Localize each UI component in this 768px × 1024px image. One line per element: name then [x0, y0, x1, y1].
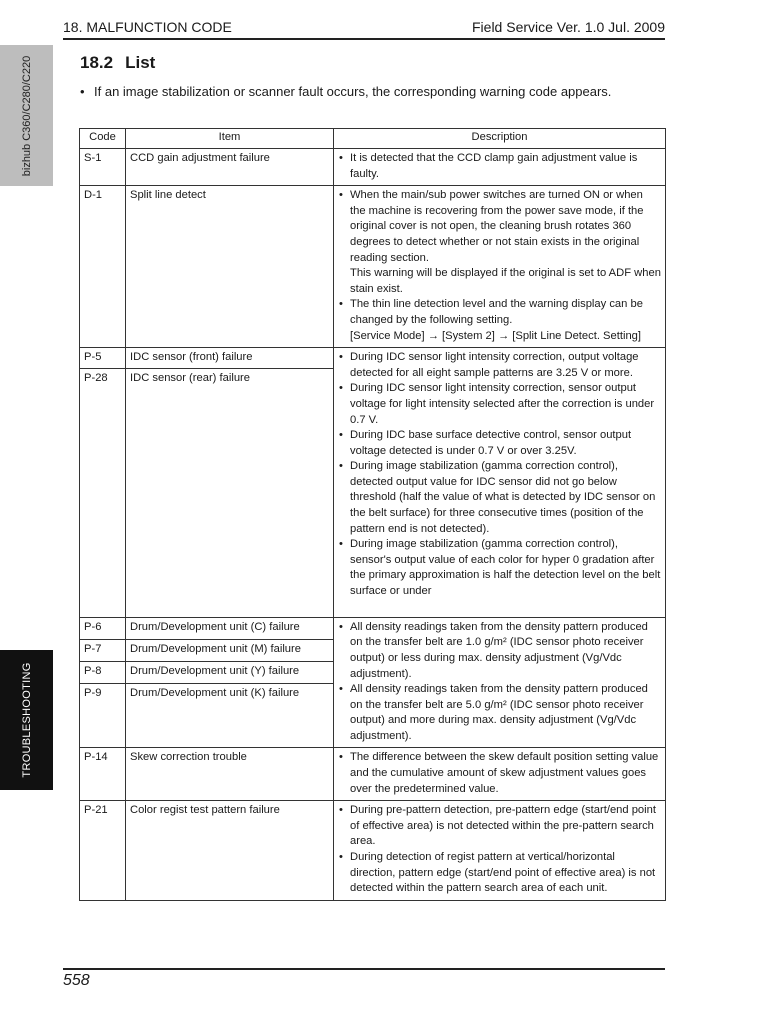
- description-cell: [334, 149, 666, 186]
- code-cell: D-1: [80, 186, 126, 348]
- code-cell: P-28: [80, 368, 126, 617]
- description-bullet: • During IDC sensor light intensity correction, sensor output voltage for light intensity selected after the correction is under 0.7 V.: [338, 381, 661, 428]
- description-bullet: • During pre-pattern detection, pre-pattern edge (start/end point of effective area) is not detected within the pre-pattern search area.: [338, 803, 661, 850]
- table-header-row: [80, 129, 666, 149]
- code-cell: P-21: [80, 801, 126, 901]
- description-cell: [334, 617, 666, 748]
- description-bullet: • The difference between the skew default position setting value and the cumulative amount of skew adjustment values goes over the predetermined value.: [338, 750, 661, 797]
- description-bullet: • During image stabilization (gamma correction control), detected output value for IDC sensor did not go below threshold (half the value of what is detected by IDC sensor on the belt surface) for three consecutive times (position of the pattern end is not detected).: [338, 459, 661, 537]
- section-heading: [80, 53, 155, 73]
- description-text: The thin line detection level and the warning display can be changed by the following setting.: [350, 298, 643, 326]
- code-cell: P-7: [80, 639, 126, 661]
- footer-divider: [63, 968, 665, 970]
- description-cell: [334, 348, 666, 618]
- section-side-tab: [0, 650, 53, 790]
- page-header: [63, 18, 665, 40]
- intro-text: If an image stabilization or scanner fault occurs, the corresponding warning code appears.: [94, 84, 612, 99]
- description-bullet: • It is detected that the CCD clamp gain adjustment value is faulty.: [338, 151, 661, 182]
- model-side-tab: [0, 45, 53, 186]
- code-cell: P-8: [80, 662, 126, 684]
- header-description: Description: [334, 129, 666, 149]
- item-cell: Drum/Development unit (M) failure: [126, 639, 334, 661]
- section-title-text: List: [125, 53, 156, 72]
- item-cell: CCD gain adjustment failure: [126, 149, 334, 186]
- code-cell: P-9: [80, 684, 126, 748]
- description-cell: [334, 748, 666, 801]
- code-cell: P-14: [80, 748, 126, 801]
- table-row: [80, 748, 666, 801]
- item-cell: Skew correction trouble: [126, 748, 334, 801]
- code-cell: P-5: [80, 348, 126, 369]
- description-bullet: • All density readings taken from the density pattern produced on the transfer belt are 5.0 g/m² (IDC sensor photo receiver output) and more during max. density adjustment (Vg/Vdc adjustment).: [338, 682, 661, 744]
- warning-code-table: [79, 128, 666, 901]
- description-bullet: • During IDC base surface detective control, sensor output voltage detected is under 0.7 V or over 3.25V.: [338, 428, 661, 459]
- code-cell: P-6: [80, 617, 126, 639]
- item-cell: IDC sensor (rear) failure: [126, 368, 334, 617]
- code-cell: S-1: [80, 149, 126, 186]
- item-cell: Drum/Development unit (C) failure: [126, 617, 334, 639]
- header-code: Code: [80, 129, 126, 149]
- table-row: [80, 348, 666, 369]
- item-cell: Drum/Development unit (Y) failure: [126, 662, 334, 684]
- model-label: bizhub C360/C280/C220: [20, 55, 33, 176]
- table-row: [80, 149, 666, 186]
- table-row: [80, 186, 666, 348]
- description-bullet: • All density readings taken from the density pattern produced on the transfer belt are 1.0 g/m² (IDC sensor photo receiver output) or less during max. density adjustment (Vg/Vdc adjustment).: [338, 620, 661, 682]
- description-cell: [334, 801, 666, 901]
- intro-paragraph: [80, 83, 660, 100]
- description-bullet: • During image stabilization (gamma correction control), sensor's output value of each color for hyper 0 gradation after the primary approximation is half the detection level on the belt surface or under: [338, 537, 661, 599]
- description-bullet: • During detection of regist pattern at vertical/horizontal direction, pattern edge (start/end point of effective area) is not detected within the pattern search area of each unit.: [338, 850, 661, 897]
- section-number: 18.2: [80, 53, 114, 72]
- description-cell: [334, 186, 666, 348]
- header-item: Item: [126, 129, 334, 149]
- description-text: When the main/sub power switches are turned ON or when the machine is recovering from the power save mode, if the original cover is not open, the cleaning brush rotates 360 degrees to detect whether or not stain exists in the original reading section.: [350, 189, 644, 264]
- bullet-icon: •: [80, 84, 85, 99]
- service-mode-path: [Service Mode] → [System 2] → [Split Line Detect. Setting]: [350, 329, 641, 342]
- description-bullet: [338, 188, 661, 297]
- item-cell: Color regist test pattern failure: [126, 801, 334, 901]
- description-bullet: • During IDC sensor light intensity correction, output voltage detected for all eight sample patterns are 3.25 V or more.: [338, 350, 661, 381]
- table-row: [80, 801, 666, 901]
- chapter-title: 18. MALFUNCTION CODE: [63, 19, 232, 35]
- description-bullet: [338, 297, 661, 344]
- description-note: This warning will be displayed if the original is set to ADF when stain exist.: [350, 267, 661, 295]
- table-row: [80, 617, 666, 639]
- page-number: 558: [63, 972, 90, 989]
- item-cell: Drum/Development unit (K) failure: [126, 684, 334, 748]
- item-cell: IDC sensor (front) failure: [126, 348, 334, 369]
- version-label: Field Service Ver. 1.0 Jul. 2009: [472, 19, 665, 35]
- section-tab-label: TROUBLESHOOTING: [20, 662, 33, 778]
- item-cell: Split line detect: [126, 186, 334, 348]
